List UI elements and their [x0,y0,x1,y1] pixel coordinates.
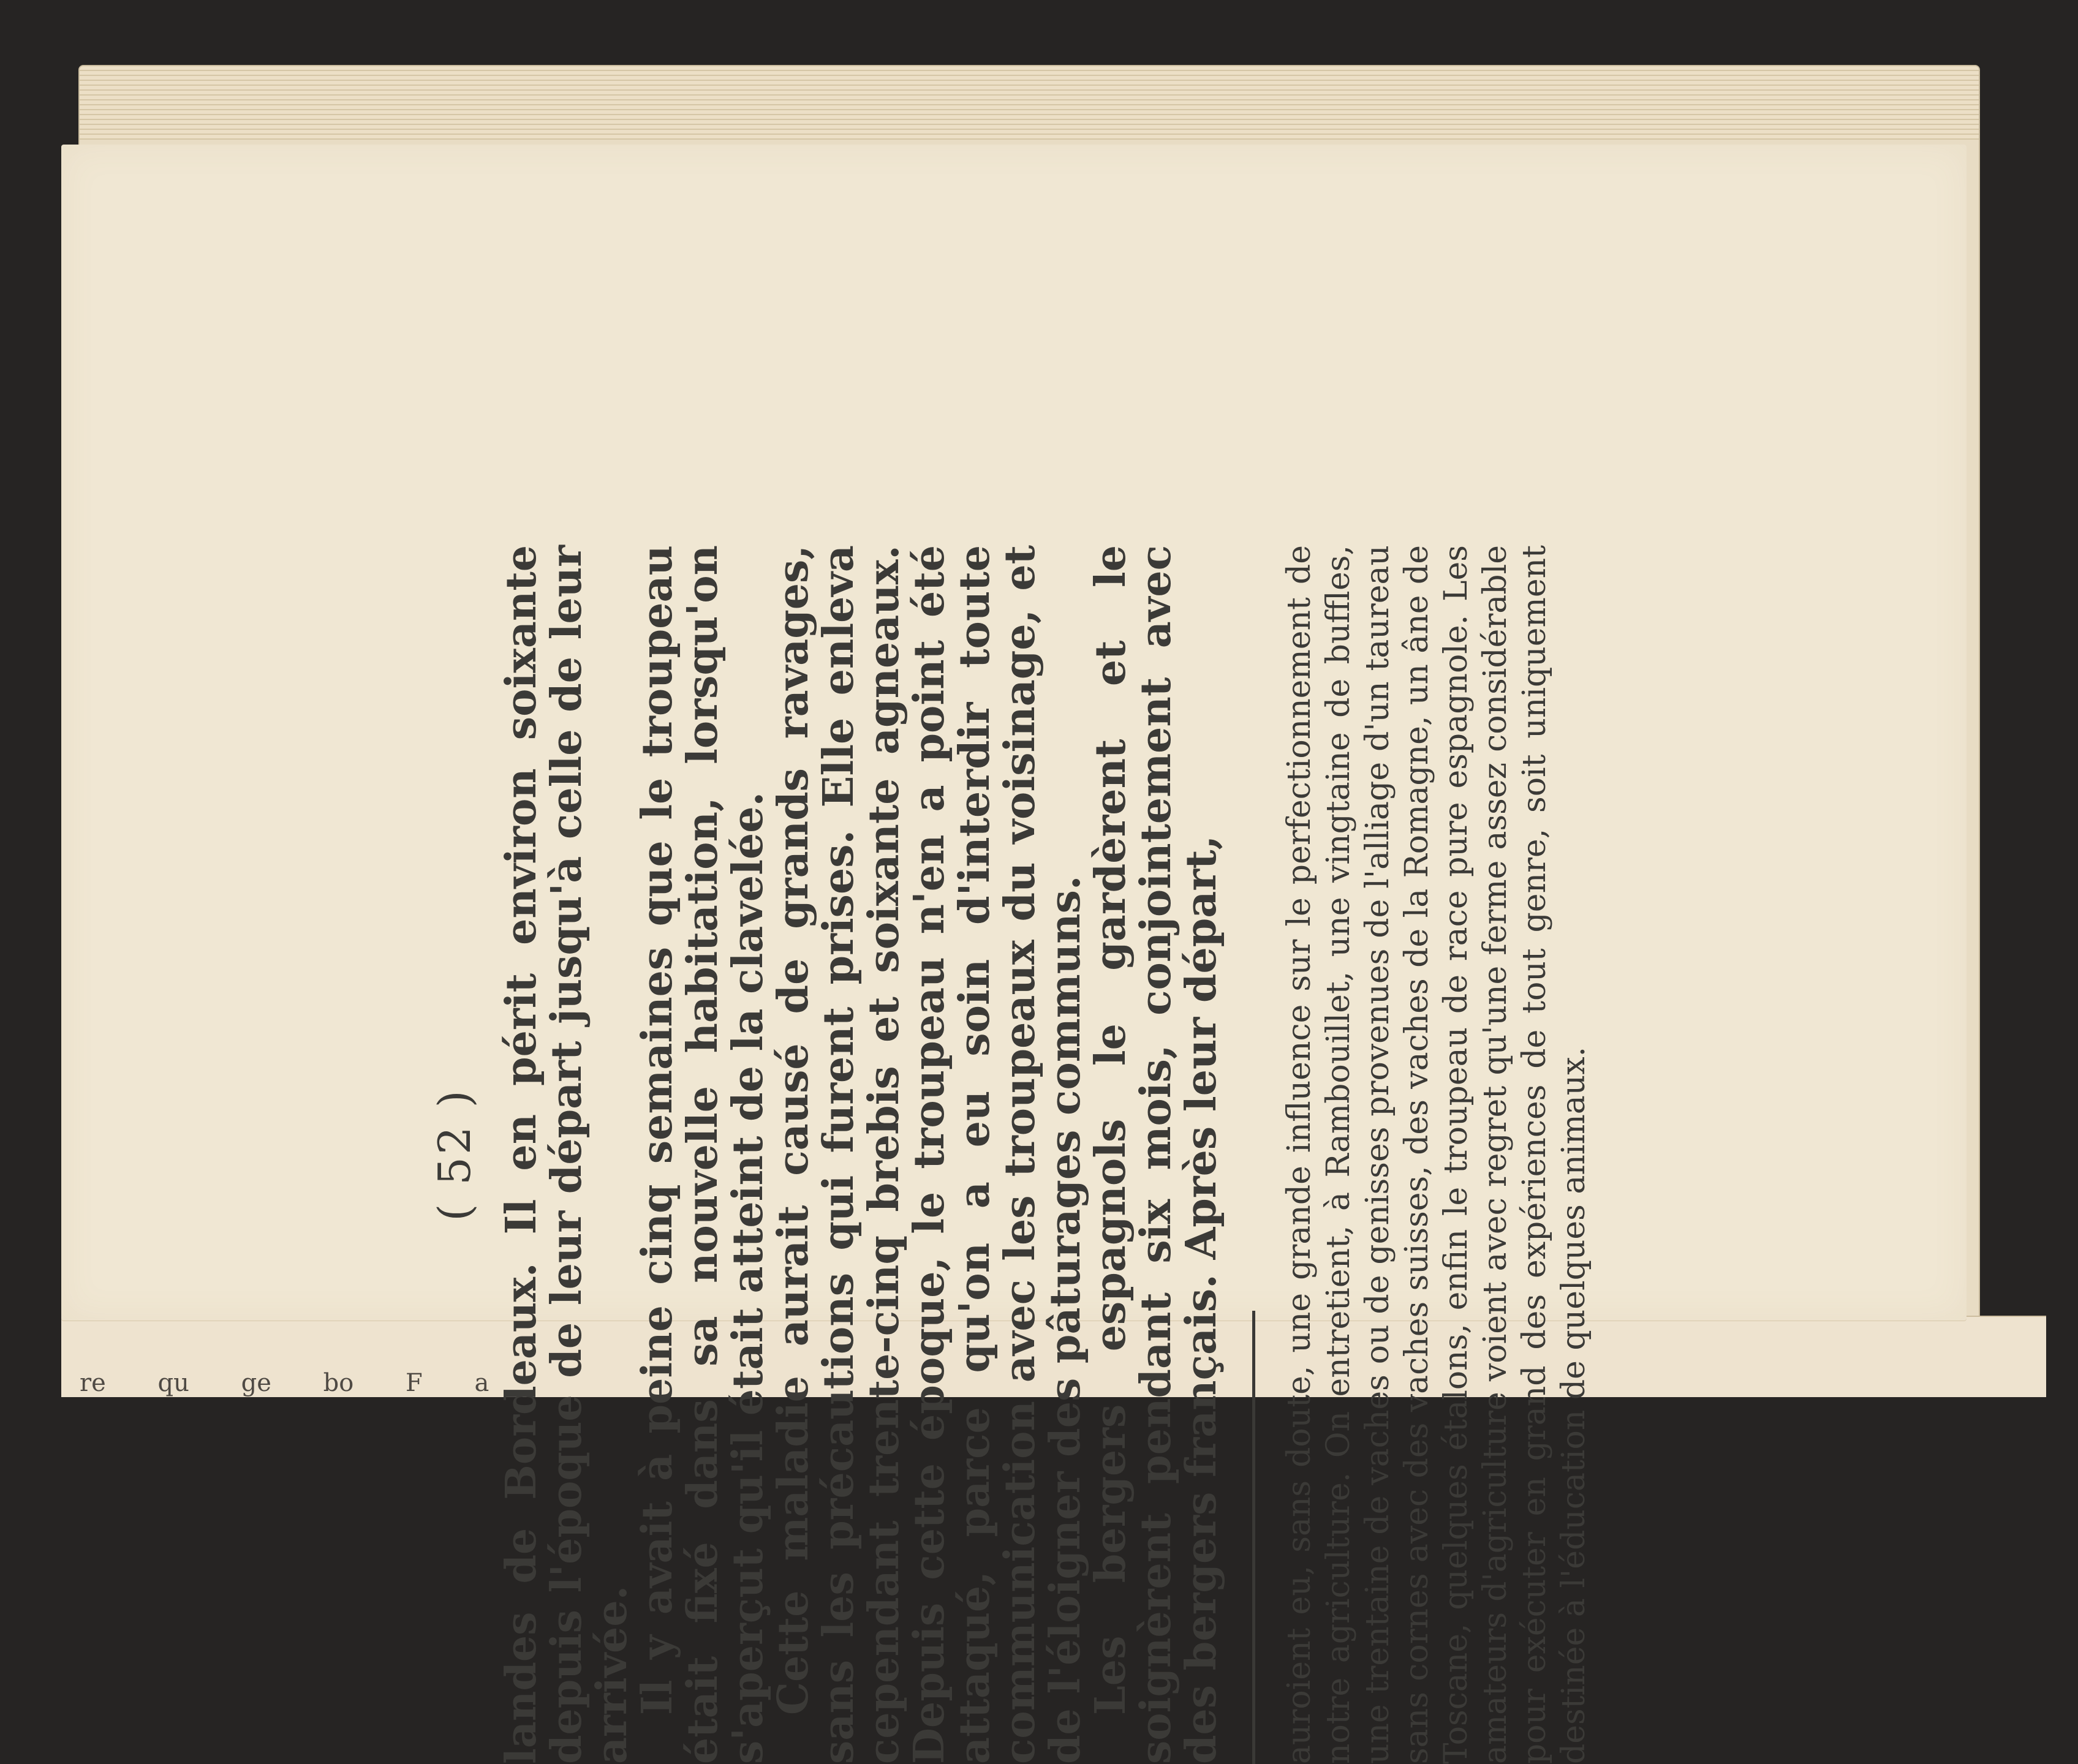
paragraph-1: landes de Bordeaux. Il en périt environ soixante depuis l'époque de leur départ jusqu'à celle de leur arrivée. [497,545,637,1764]
facing-fragment: a [474,1369,489,1397]
paragraph-3: Cette maladie aurait causé de grands ravages, sans les précautions qui furent prises. Elle enleva cependant trente-cinq brebis et soixante agneaux. Depuis cette époque, le troupeau n'en a point été attaqué, parce qu'on a eu soin d'interdir toute communication avec les troupeaux du voisinage, et de l'éloigner des pâturages communs. [769,545,1090,1764]
paragraph-2: Il y avait à peine cinq semaines que le troupeau était fixé dans sa nouvelle habitation, lorsqu'on s'aperçut qu'il était atteint de la clavelée. [633,545,773,1764]
facing-fragment: re [80,1369,106,1397]
facing-fragment: ge [241,1369,271,1397]
facing-fragment: F [406,1369,423,1397]
rotated-page-text [429,545,1887,1764]
footnote: auroient eu, sans doute, une grande influence sur le perfectionnement de notre agriculture. On entretient, à Rambouillet, une vingtaine de buffles, une trentaine de vaches ou de genisses provenues de l'alliage d'un taureau sans cornes avec des vaches suisses, des vaches de la Romagne, un âne de Toscane, quelques étalons, enfin le troupeau de race pure espagnole. Les amateurs d'agriculture voient avec regret qu'une ferme assez considérable pour exécuter en grand des expériences de tout genre, soit uniquement destinée à l'éducation de quelques animaux. [1281,545,1592,1764]
paragraph-4: Les bergers espagnols le gardèrent et le soignèrent pendant six mois, conjointement avec des bergers français. Après leur départ, [1086,545,1226,1764]
page-number: ( 52 ) [429,1088,480,1221]
facing-fragment: qu [157,1369,189,1397]
footnote-divider [1252,1311,1255,1764]
facing-fragment: bo [323,1369,354,1397]
